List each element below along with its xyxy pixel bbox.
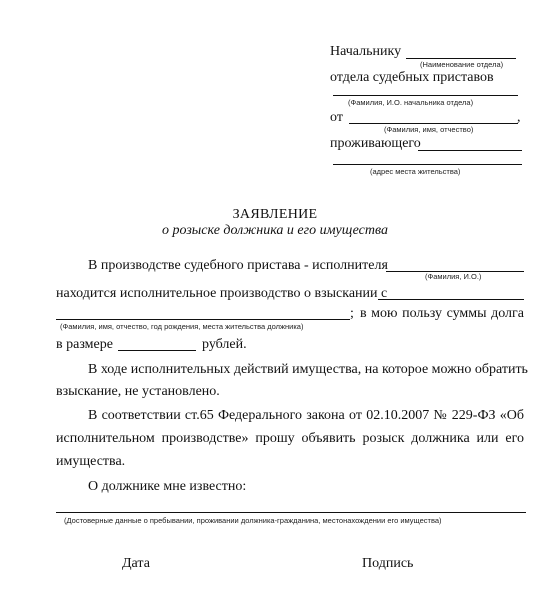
- residing-label: проживающего: [330, 136, 421, 151]
- p3-line2-wrap: [56, 431, 524, 447]
- p1-line3-tail: [360, 306, 524, 322]
- from-label: от: [330, 110, 343, 125]
- chief-name-line: [333, 95, 518, 96]
- address-line-2: [333, 164, 522, 165]
- p1-line3-semicolon: ;: [350, 306, 354, 321]
- address-line-1: [418, 150, 522, 151]
- p1-line4-currency: рублей.: [202, 337, 247, 352]
- p1-line2: находится исполнительное производство о взыскании с: [56, 286, 388, 301]
- p3-line1: В соответствии ст.65 Федерального закона от 02.10.2007 № 229-ФЗ «Об: [88, 408, 524, 423]
- to-chief-label: Начальнику: [330, 44, 402, 59]
- applicant-name-hint: (Фамилия, имя, отчество): [384, 125, 474, 134]
- p1-line3-tail-text: в мою пользу суммы долга: [360, 306, 524, 321]
- p1-line1: В производстве судебного пристава - исполнителя: [88, 258, 388, 273]
- address-hint: (адрес места жительства): [370, 167, 461, 176]
- debtor-known-label: О должнике мне известно:: [88, 479, 247, 494]
- p3-line2: исполнительном производстве» прошу объявить розыск должника или его: [56, 431, 524, 446]
- date-label: Дата: [122, 556, 150, 571]
- debtor-info-line: [56, 512, 526, 513]
- dept-of-bailiffs-label: отдела судебных приставов: [330, 70, 494, 85]
- applicant-name-line: [349, 123, 518, 124]
- p3-line1-wrap: [88, 408, 524, 424]
- bailiff-name-hint: (Фамилия, И.О.): [425, 272, 482, 281]
- amount-line: [118, 350, 196, 351]
- debtor-line-1: [378, 299, 524, 300]
- signature-label: Подпись: [362, 556, 414, 571]
- p2-line1-wrap: [88, 362, 528, 378]
- from-comma: ,: [517, 110, 521, 125]
- p2-line1: В ходе исполнительных действий имущества, на которое можно обратить: [88, 362, 528, 377]
- p1-line4-amount-label: в размере: [56, 337, 113, 352]
- dept-name-line: [406, 58, 516, 59]
- page-subtitle: о розыске должника и его имущества: [162, 223, 388, 238]
- chief-name-hint: (Фамилия, И.О. начальника отдела): [348, 98, 474, 107]
- page-title: ЗАЯВЛЕНИЕ: [232, 207, 318, 222]
- debtor-line-2: [56, 319, 350, 320]
- dept-name-hint: (Наименование отдела): [420, 60, 504, 69]
- debtor-info-hint: (Достоверные данные о пребывании, проживании должника-гражданина, местонахождении его имущества): [64, 516, 442, 525]
- p3-line3: имущества.: [56, 454, 126, 469]
- debtor-hint: (Фамилия, имя, отчество, год рождения, места жительства должника): [60, 322, 304, 331]
- p2-line2: взыскание, не установлено.: [56, 384, 220, 399]
